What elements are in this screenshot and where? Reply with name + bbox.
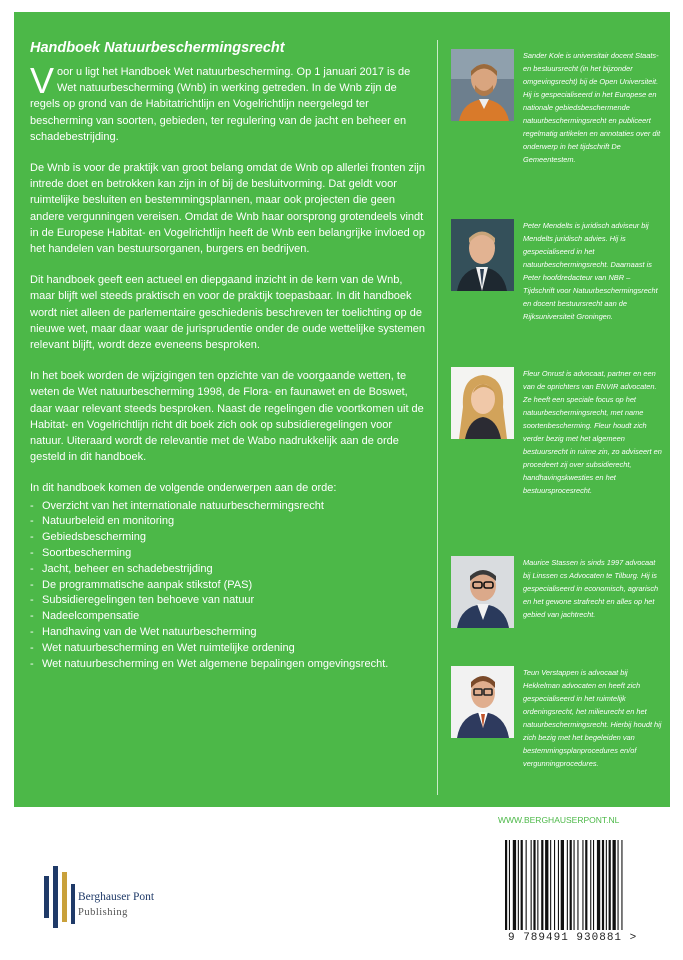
topic-text: Nadeelcompensatie: [42, 610, 140, 623]
author-photo: [451, 556, 514, 628]
topic-text: Natuurbeleid en monitoring: [42, 515, 175, 528]
topic-text: De programmatische aanpak stikstof (PAS): [42, 578, 253, 591]
bullet-dash: -: [30, 562, 34, 575]
column-divider: [437, 40, 438, 795]
intro-paragraph: [30, 60, 428, 145]
topic-item: [30, 530, 428, 546]
topic-text: Wet natuurbescherming en Wet algemene bepalingen omgevingsrecht.: [42, 657, 389, 670]
topic-text: Soortbescherming: [42, 547, 132, 560]
bullet-dash: -: [30, 641, 34, 654]
isbn-number: 9 789491 930881 >: [508, 932, 638, 944]
topic-text: Subsidieregelingen ten behoeve van natuur: [42, 594, 255, 607]
author-photo: [451, 49, 514, 121]
paragraph-3: Dit handboek geeft een actueel en diepgaand inzicht in de kern van de Wnb, maar blijft wel steeds praktisch en voor de praktijk toepasbaar. In dit handboek wordt niet alleen de parlementaire geschiedenis beschreven ter toelichting op de nieuwe wet, maar daar waar de jurisprudentie onder de oude wettelijke systemen relevant blijft, wordt deze eveneens besproken.: [30, 274, 425, 352]
author-bio: Maurice Stassen is sinds 1997 advocaat bij Linssen cs Advocaten te Tilburg. Hij is gespecialiseerd in economisch, agrarisch en het gewone strafrecht en alles op het gebied van jachtrecht.: [523, 558, 659, 619]
bullet-dash: -: [30, 657, 34, 670]
topic-item: [30, 546, 428, 562]
author-bio: Fleur Onrust is advocaat, partner en een van de oprichters van ENVIR advocaten. Ze heeft een speciale focus op het natuurbeschermingsrecht, met name soortenbescherming. Fleur houdt zich verder bezig met het algemeen bestuursrecht in ruime zin, zo adviseert en procedeert zij over subsidierecht, handhavingskwesties en het bestuursprocesrecht.: [523, 369, 662, 495]
barcode-icon: [505, 840, 645, 932]
bullet-dash: -: [30, 547, 34, 560]
description-column: [30, 40, 428, 672]
paragraph-2: De Wnb is voor de praktijk van groot belang omdat de Wnb op allerlei fronten zijn intrede doet en betrokken kan zijn in of bij de besluitvorming. Dat geldt voor ruimtelijke besluiten en bestemmingsplannen, maar ook projecten die geen andere vergunningen vereisen. Omdat de Wnb haar oorsprong grotendeels vindt in de Europese Habitat- en Vogelrichtlijn heeft de Wnb een belangrijke invloed op het handelen van bestuursorganen, burgers en bedrijven.: [30, 162, 426, 256]
topic-item: [30, 641, 428, 657]
bullet-dash: -: [30, 531, 34, 544]
author-bio: Peter Mendelts is juridisch adviseur bij Mendelts juridisch advies. Hij is gespecialiseerd in het natuurbeschermingsrecht. Daarnaast is Peter hoofdredacteur van NBR – Tijdschrift voor Natuurbeschermingsrecht en docent bestuursrecht aan de Rijksuniversiteit Groningen.: [523, 221, 658, 321]
publisher-sub: Publishing: [78, 907, 128, 918]
bullet-dash: -: [30, 626, 34, 639]
publisher-name: Berghauser Pont: [78, 891, 155, 903]
author-stassen: [451, 556, 659, 646]
author-onrust: [451, 367, 662, 527]
topic-item: [30, 657, 428, 673]
topic-item: [30, 514, 428, 530]
publisher-name-block: [78, 890, 154, 920]
author-photo: [451, 219, 514, 291]
bullet-dash: -: [30, 578, 34, 591]
topic-item: [30, 609, 428, 625]
paragraph-4: In het boek worden de wijzigingen ten opzichte van de voorgaande wetten, te weten de Wet natuurbescherming 1998, de Flora- en faunawet en de Boswet, daar waar relevant steeds besproken. Naast de regelingen die voortkomen uit de Habitat- en Vogelrichtlijn richt dit boek zich ook op subsidieregelingen voor natuur. Uiteraard wordt de relevantie met de Wabo nadrukkelijk aan de orde gesteld in dit handboek.: [30, 370, 424, 464]
author-verstappen: [451, 666, 662, 796]
bullet-dash: -: [30, 594, 34, 607]
topic-item: [30, 578, 428, 594]
bullet-dash: -: [30, 515, 34, 528]
topic-item: [30, 593, 428, 609]
topic-item: [30, 499, 428, 515]
topics-list: [30, 499, 428, 673]
bullet-dash: -: [30, 610, 34, 623]
bullet-dash: -: [30, 499, 34, 512]
topics-intro: In dit handboek komen de volgende onderwerpen aan de orde:: [30, 482, 337, 495]
author-photo: [451, 666, 514, 738]
publisher-url[interactable]: WWW.BERGHAUSERPONT.NL: [498, 815, 620, 825]
author-photo: [451, 367, 514, 439]
topic-text: Jacht, beheer en schadebestrijding: [42, 562, 213, 575]
author-mendelts: [451, 219, 656, 339]
author-kole: [451, 49, 661, 169]
author-bio: Teun Verstappen is advocaat bij Hekkelman advocaten en heeft zich gespecialiseerd in het ruimtelijk ordeningsrecht, het milieurecht en het natuurbeschermingsrecht. Hierbij houdt hij zich bezig met het begeleiden van bestemmingsplanprocedures en/of vergunningprocedures.: [523, 668, 662, 768]
topic-text: Overzicht van het internationale natuurbeschermingsrecht: [42, 499, 324, 512]
topic-item: [30, 625, 428, 641]
book-title: Handboek Natuurbeschermingsrecht: [30, 40, 285, 56]
topic-text: Handhaving van de Wet natuurbescherming: [42, 626, 257, 639]
intro-text: oor u ligt het Handboek Wet natuurbescherming. Op 1 januari 2017 is de Wet natuurbescherming (Wnb) in werking getreden. In de Wnb zijn de regels op grond van de Habitatrichtlijn en Vogelrichtlijn neergelegd ter bescherming van soorten, gebieden, ter regulering van de jacht en beheer en schadebestrijding.: [30, 66, 411, 143]
drop-cap: V: [30, 60, 55, 101]
topic-text: Gebiedsbescherming: [42, 531, 146, 544]
author-bio: Sander Kole is universitair docent Staats- en bestuursrecht (in het bijzonder omgevingsrecht) bij de Open Universiteit. Hij is gespecialiseerd in het Europese en nationale gebiedsbeschermende natuurbeschermingsrecht en publiceert regelmatig artikelen en annotaties over dit onderwerp in het tijdschrift De Gemeentestem.: [523, 51, 661, 164]
topic-item: [30, 562, 428, 578]
topic-text: Wet natuurbescherming en Wet ruimtelijke ordening: [42, 641, 295, 654]
